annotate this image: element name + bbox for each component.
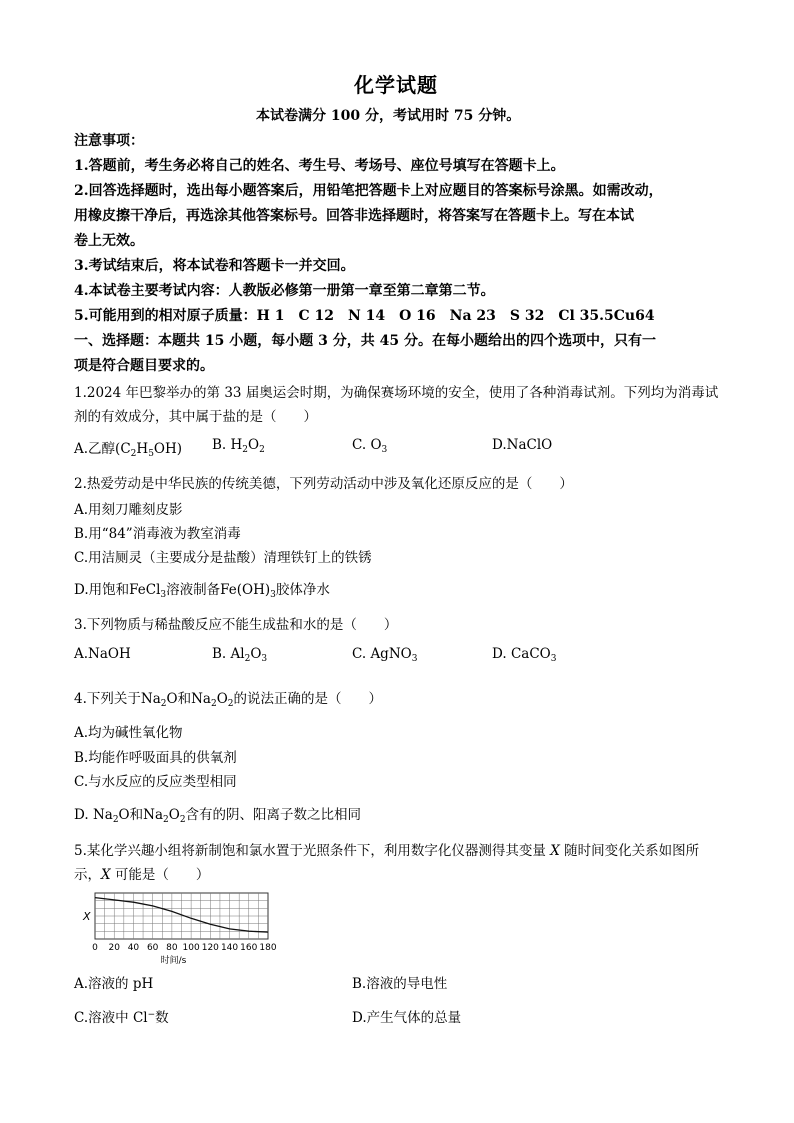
q3-option-c: C. AgNO$_3$ [352,646,418,664]
notice-item-continued: 卷上无效。 [74,233,144,249]
q2-option-a: A.用刻刀雕刻皮影 [74,502,183,518]
q5-option-d: D.产生气体的总量 [352,1010,462,1026]
question-2-stem: 2.热爱劳动是中华民族的传统美德，下列劳动活动中涉及氧化还原反应的是（ ） [74,476,573,492]
x-tick-label: 100 [182,943,200,953]
notice-item: 4.本试卷主要考试内容：人教版必修第一册第一章至第二章第二节。 [74,283,495,299]
notice-item: 1.答题前，考生务必将自己的姓名、考生号、考场号、座位号填写在答题卡上。 [74,158,565,174]
q1-option-c: C. $O_3$ [352,437,388,455]
section-heading: 一、选择题：本题共 15 小题，每小题 3 分，共 45 分。在每小题给出的四个选项中，只有一 [74,333,656,349]
q3-option-d: D. CaCO$_3$ [492,646,557,664]
q5-option-a: A.溶液的 pH [74,976,154,992]
q3-option-a: A.NaOH [74,646,131,662]
question-5-stem-continued: 示，X 可能是（ ） [74,867,210,883]
x-tick-label: 0 [92,943,98,953]
q2-option-c: C.用洁厕灵（主要成分是盐酸）清理铁钉上的铁锈 [74,550,372,566]
question-1-stem-continued: 剂的有效成分，其中属于盐的是（ ） [74,409,317,425]
q3-option-b: B. $Al_2O_3$ [212,646,268,664]
notice-item: 5.可能用到的相对原子质量：H 1 C 12 N 14 O 16 Na 23 S 32 Cl 35.5Cu64 [74,308,655,324]
page-title: 化学试题 [354,73,438,97]
x-axis-label: 时间/s [160,956,187,966]
x-tick-label: 120 [201,943,219,953]
q1-option-b: B. $H_2O_2$ [212,437,265,455]
notice-item: 3.考试结束后，将本试卷和答题卡一并交回。 [74,258,355,274]
chart-canvas [78,888,288,968]
notice-item-continued: 用橡皮擦干净后，再选涂其他答案标号。回答非选择题时，将答案写在答题卡上。写在本试 [74,208,634,224]
x-tick-label: 80 [166,943,178,953]
q1-option-a: A.乙醇$(C_2H_5OH)$ [74,441,183,459]
y-axis-label: X [83,910,91,923]
page-subtitle: 本试卷满分 100 分，考试用时 75 分钟。 [256,108,521,124]
q4-option-d: D. $Na_2O$和$Na_2O_2$含有的阴、阳离子数之比相同 [74,807,362,825]
section-heading-continued: 项是符合题目要求的。 [74,358,214,374]
q4-option-a: A.均为碱性氧化物 [74,725,183,741]
notice-item: 2.回答选择题时，选出每小题答案后，用铅笔把答题卡上对应题目的答案标号涂黑。如需改动， [74,183,663,199]
q2-option-b: B.用“84”消毒液为教室消毒 [74,526,241,542]
question-4-stem: 4.下列关于$Na_2O$和$Na_2O_2$的说法正确的是（ ） [74,691,382,709]
question-1-stem: 1.2024 年巴黎举办的第 33 届奥运会时期，为确保赛场环境的安全，使用了各种消毒试剂。下列均为消毒试 [74,385,719,401]
x-tick-label: 160 [240,943,258,953]
x-tick-label: 140 [220,943,239,953]
question-5-stem: 5.某化学兴趣小组将新制饱和氯水置于光照条件下，利用数字化仪器测得其变量 X 随时间变化关系如图所 [74,843,700,859]
x-tick-label: 20 [108,943,120,953]
question-3-stem: 3.下列物质与稀盐酸反应不能生成盐和水的是（ ） [74,617,398,633]
q1-option-d: D.NaClO [492,437,553,453]
q5-option-c: C.溶液中 Cl−数 [74,1010,169,1026]
x-vs-time-chart [78,888,288,968]
x-tick-label: 40 [127,943,140,953]
x-tick-label: 180 [259,943,277,953]
notice-heading: 注意事项： [74,133,144,149]
q5-option-b: B.溶液的导电性 [352,976,448,992]
x-tick-label: 60 [146,943,159,953]
q4-option-c: C.与水反应的反应类型相同 [74,774,237,790]
q2-option-d: D.用饱和FeCl$_3$溶液制备$Fe(OH)_3$胶体净水 [74,582,330,600]
q4-option-b: B.均能作呼吸面具的供氧剂 [74,750,237,766]
